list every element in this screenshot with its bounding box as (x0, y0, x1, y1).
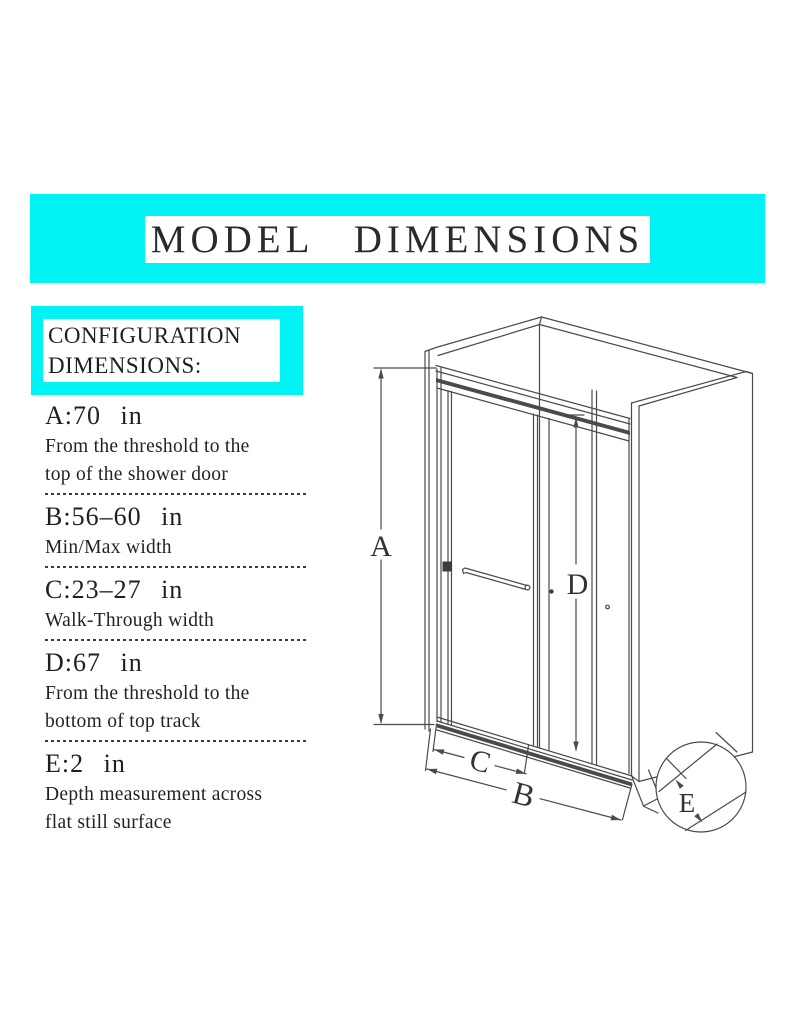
spec-e-desc-line2: flat still surface (45, 812, 172, 833)
label-a: A (370, 530, 392, 563)
configuration-heading-line2: DIMENSIONS: (48, 352, 202, 378)
spec-d-desc-line1: From the threshold to the (45, 683, 250, 704)
door-knob-back (606, 605, 610, 609)
dimension-c (433, 724, 529, 780)
configuration-heading-line1: CONFIGURATION (48, 322, 242, 348)
spec-d-value: D:67 in (45, 648, 143, 677)
label-c: C (466, 742, 495, 781)
door-knob-front (549, 589, 553, 593)
spec-c-value: C:23–27 in (45, 575, 184, 604)
left-wall (425, 348, 436, 732)
spec-e-desc-line1: Depth measurement across (45, 784, 263, 805)
handle-bracket (443, 562, 453, 572)
label-d: D (566, 568, 589, 601)
dimension-a (370, 368, 436, 725)
spec-d-desc-line2: bottom of top track (45, 711, 201, 732)
label-b: B (508, 773, 539, 815)
spec-a-value: A:70 in (45, 401, 143, 430)
spec-c-desc-line1: Walk-Through width (45, 610, 215, 631)
page-title: MODEL DIMENSIONS (150, 218, 645, 261)
dimension-d (567, 415, 589, 752)
spec-a-desc-line1: From the threshold to the (45, 436, 250, 457)
detail-circle-e (656, 733, 746, 833)
spec-e-value: E:2 in (45, 749, 126, 778)
spec-a-desc-line2: top of the shower door (45, 464, 229, 485)
spec-b-value: B:56–60 in (45, 502, 184, 531)
label-e: E (678, 788, 696, 818)
spec-b-desc-line1: Min/Max width (45, 537, 172, 558)
right-wall (632, 374, 753, 782)
